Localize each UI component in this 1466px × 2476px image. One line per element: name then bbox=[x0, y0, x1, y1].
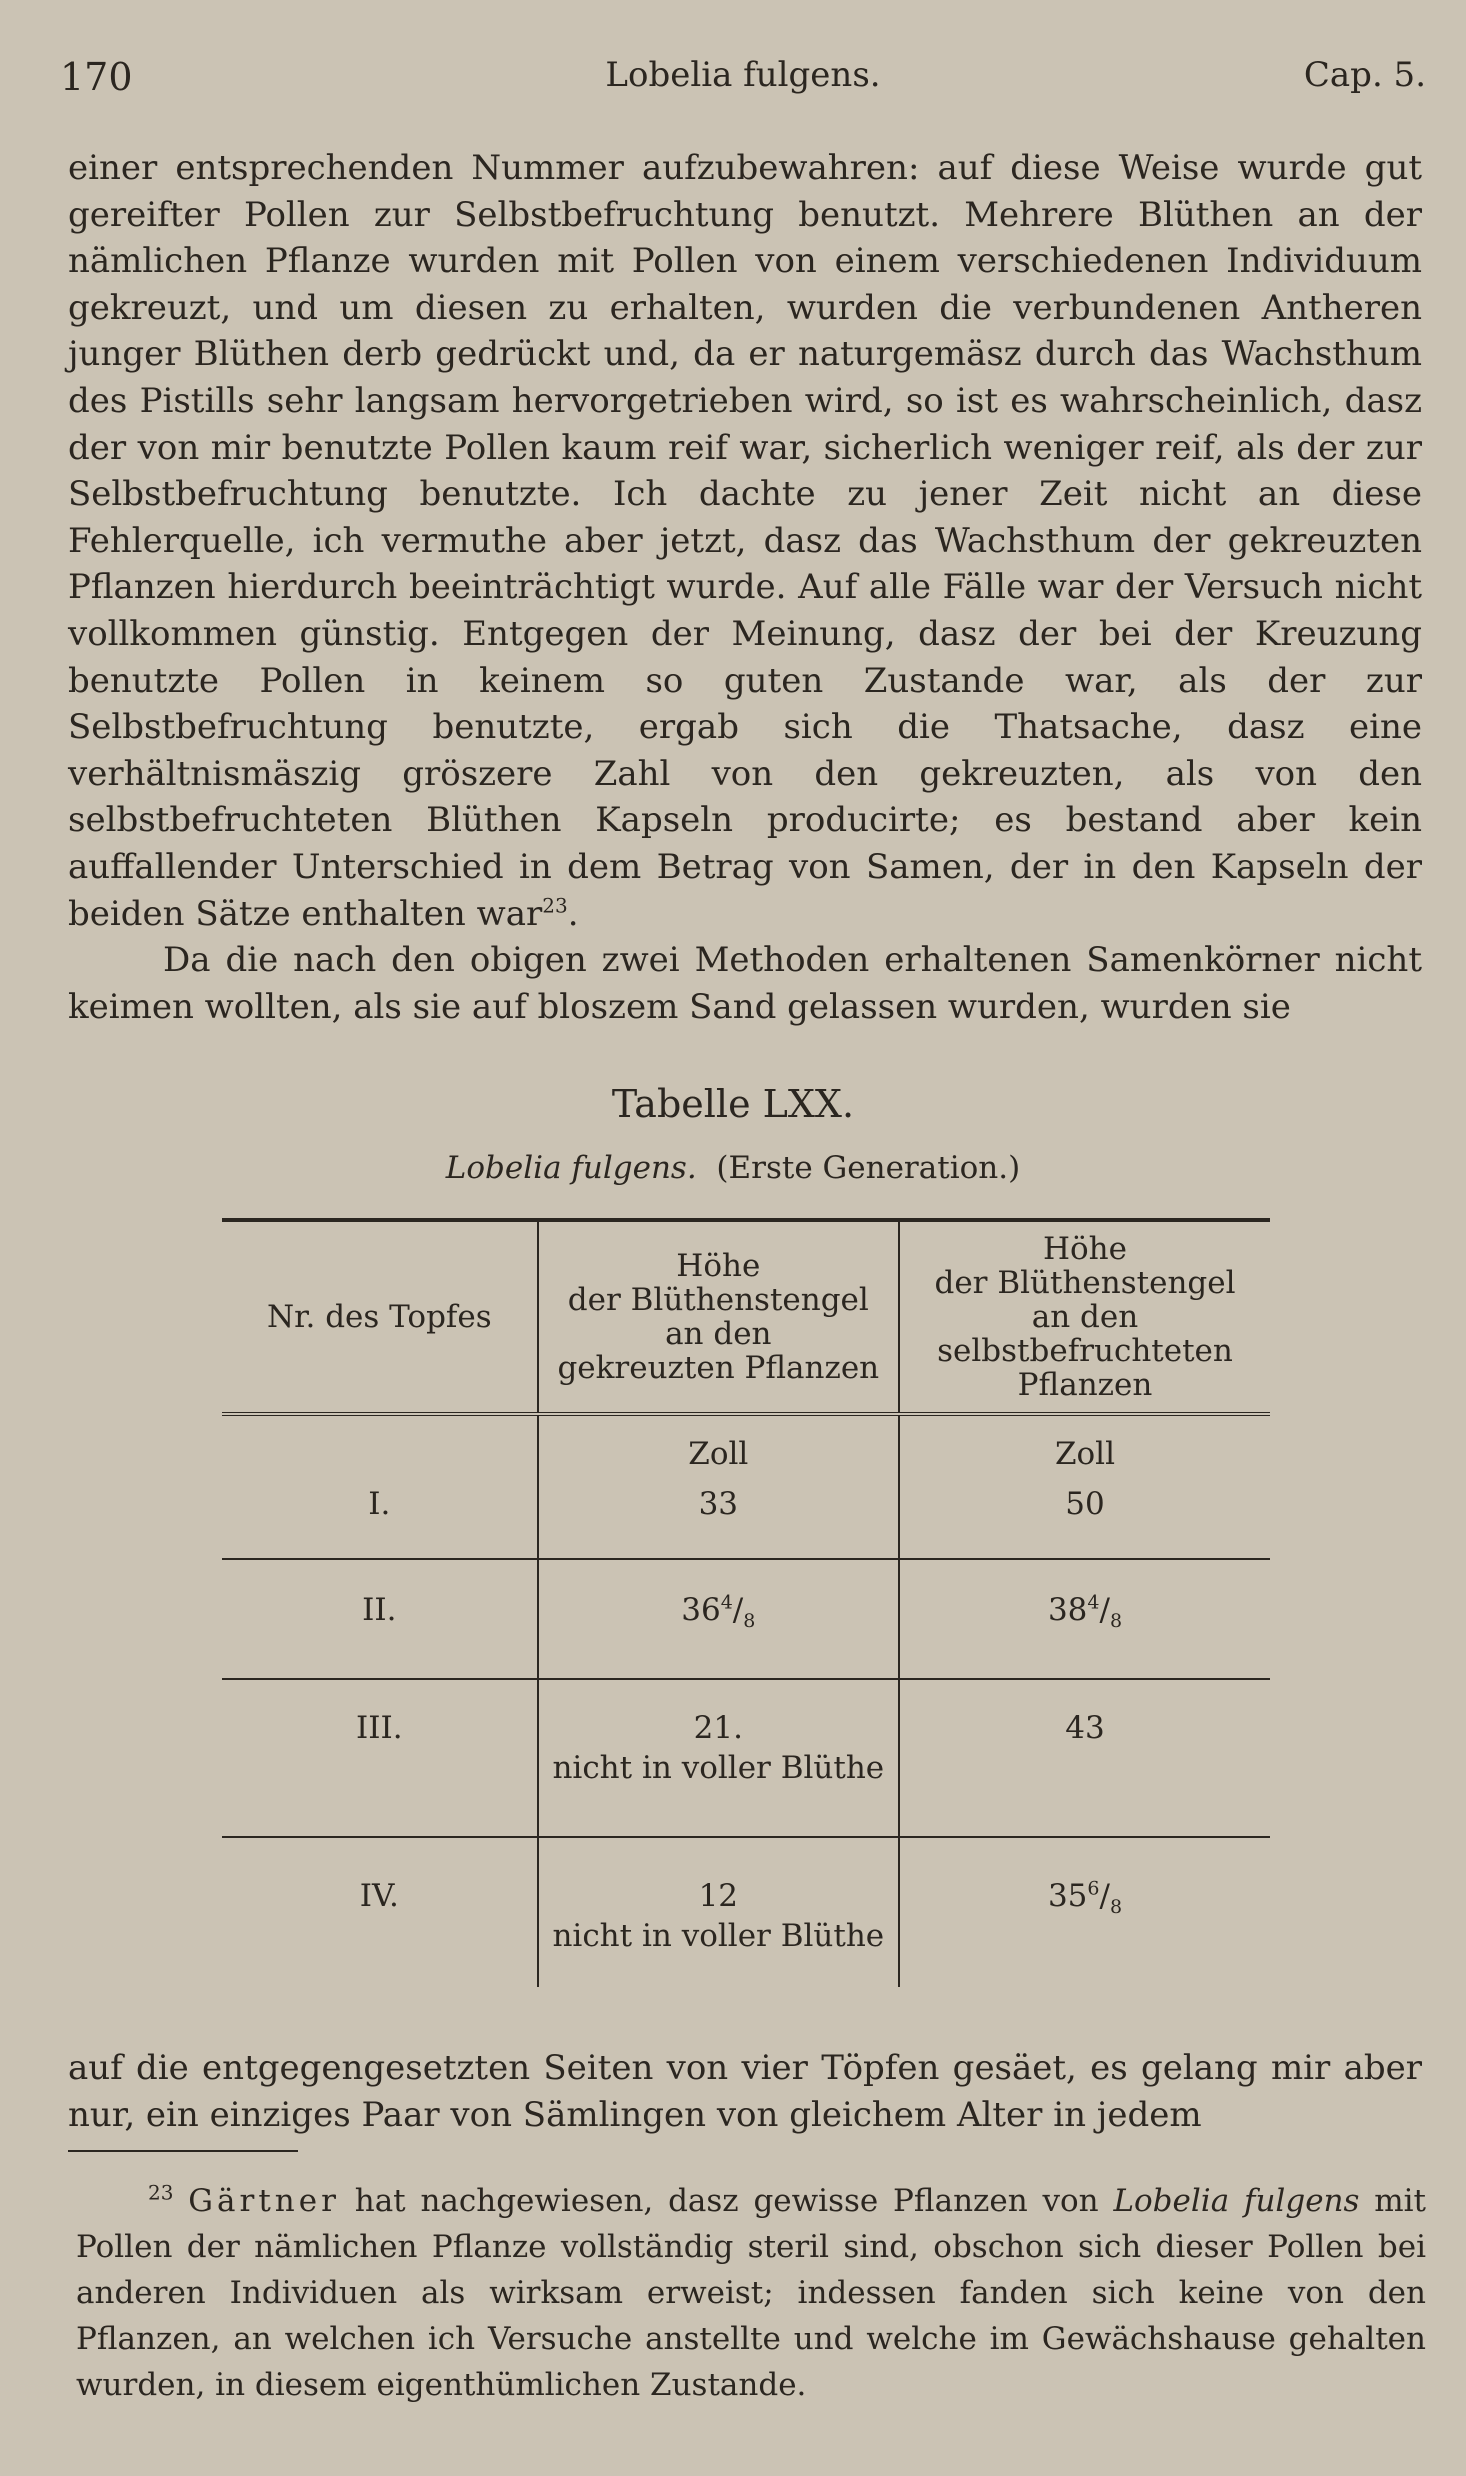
cell-pot: I. bbox=[222, 1474, 538, 1559]
cell-crossed: 12 nicht in voller Blüthe bbox=[538, 1837, 899, 1987]
paragraph-1 bbox=[68, 145, 1422, 937]
chapter-label: Cap. 5. bbox=[1303, 55, 1426, 95]
footnote-reference[interactable]: 23 bbox=[542, 893, 568, 918]
table-subtitle-generation: (Erste Generation.) bbox=[716, 1150, 1021, 1186]
cell-crossed: $36^4/_8$ bbox=[538, 1559, 899, 1679]
footnote-number: 23 bbox=[148, 2180, 174, 2205]
table-row bbox=[222, 1474, 1270, 1559]
page-header bbox=[60, 55, 1426, 115]
paragraph-2: Da die nach den obigen zwei Methoden erhaltenen Samenkörner nicht keimen wollten, als sie auf bloszem Sand gelassen wurden, wurden sie bbox=[68, 940, 1422, 1027]
cell-note: nicht in voller Blüthe bbox=[552, 1750, 885, 1786]
footnote-divider bbox=[68, 2150, 298, 2152]
table-subtitle bbox=[0, 1150, 1466, 1186]
cell-crossed: 33 bbox=[538, 1474, 899, 1559]
table-row bbox=[222, 1837, 1270, 1987]
table-title: Tabelle LXX. bbox=[611, 1082, 855, 1126]
paragraph-1-text: einer entsprechenden Nummer aufzubewahren: auf diese Weise wurde gut gereifter Pollen zur Selbstbefruchtung benutzt. Mehrere Blüthen an der nämlichen Pflanze wurden mit Pollen von einem verschiedenen Individuum gekreuzt, und um diesen zu erhalten, wurden die verbundenen Antheren junger Blüthen derb gedrückt und, da er naturgemäsz durch das Wachsthum des Pistills sehr langsam hervorgetrieben wird, so ist es wahrscheinlich, dasz der von mir benutzte Pollen kaum reif war, sicherlich weniger reif, als der zur Selbstbefruchtung benutzte. Ich dachte zu jener Zeit nicht an diese Fehlerquelle, ich vermuthe aber jetzt, dasz das Wachsthum der gekreuzten Pflanzen hierdurch beeinträchtigt wurde. Auf alle Fälle war der Versuch nicht vollkommen günstig. Entgegen der Meinung, dasz der bei der Kreuzung benutzte Pollen in keinem so guten Zustande war, als der zur Selbstbefruchtung benutzte, ergab sich die Thatsache, dasz eine verhältnismäszig gröszere Zahl von den gekreuzten, als von den selbstbefruchteten Blüthen Kapseln producirte; es bestand aber kein auffallender Unterschied in dem Betrag von Samen, der in den Kapseln der beiden Sätze enthalten war bbox=[68, 148, 1422, 934]
cell-note: nicht in voller Blüthe bbox=[552, 1918, 885, 1954]
running-title: Lobelia fulgens. bbox=[605, 55, 881, 95]
header-pot-number: Nr. des Topfes bbox=[222, 1220, 538, 1414]
cell-crossed: 21. nicht in voller Blüthe bbox=[538, 1679, 899, 1837]
unit-crossed: Zoll bbox=[538, 1414, 899, 1474]
cell-pot: III. bbox=[222, 1679, 538, 1837]
table-header-row bbox=[222, 1220, 1270, 1414]
footnote bbox=[76, 2178, 1426, 2408]
main-text-bottom bbox=[68, 2045, 1422, 2138]
footnote-text-b: mit Pollen der nämlichen Pflanze vollständig steril sind, obschon sich dieser Pollen bei anderen Individuen als wirksam erweist; indessen fanden sich keine von den Pflanzen, an welchen ich Versuche anstellte und welche im Gewächshause gehalten wurden, in diesem eigenthümlichen Zustande. bbox=[76, 2183, 1426, 2403]
cell-self: $35^6/_8$ bbox=[1047, 1877, 1123, 1919]
header-crossed-plants: Höhe der Blüthenstengel an den gekreuzten Pflanzen bbox=[538, 1220, 899, 1414]
header-self-fertilised-plants: Höhe der Blüthenstengel an den selbstbefruchteten Pflanzen bbox=[899, 1220, 1270, 1414]
cell-pot: II. bbox=[222, 1559, 538, 1679]
table-unit-row bbox=[222, 1414, 1270, 1474]
main-text-top bbox=[68, 145, 1422, 1030]
cell-self: $38^4/_8$ bbox=[899, 1559, 1270, 1679]
cell-pot: IV. bbox=[359, 1878, 399, 1914]
paragraph-3: auf die entgegengesetzten Seiten von vier Töpfen gesäet, es gelang mir aber nur, ein einziges Paar von Sämlingen von gleichem Alter in jedem bbox=[68, 2048, 1422, 2135]
footnote-text-a: hat nachgewiesen, dasz gewisse Pflanzen von bbox=[339, 2183, 1114, 2219]
page-number: 170 bbox=[60, 55, 133, 99]
cell-self: 43 bbox=[899, 1679, 1270, 1837]
table-subtitle-species: Lobelia fulgens. bbox=[445, 1150, 697, 1186]
unit-self: Zoll bbox=[1054, 1436, 1116, 1472]
height-table bbox=[222, 1218, 1270, 1987]
footnote-species: Lobelia fulgens bbox=[1113, 2183, 1360, 2219]
unit-empty-cell bbox=[222, 1414, 538, 1474]
footnote-author: Gärtner bbox=[188, 2183, 340, 2219]
table-row bbox=[222, 1559, 1270, 1679]
paragraph-1-end: . bbox=[567, 893, 579, 934]
table-row bbox=[222, 1679, 1270, 1837]
cell-self: 50 bbox=[899, 1474, 1270, 1559]
